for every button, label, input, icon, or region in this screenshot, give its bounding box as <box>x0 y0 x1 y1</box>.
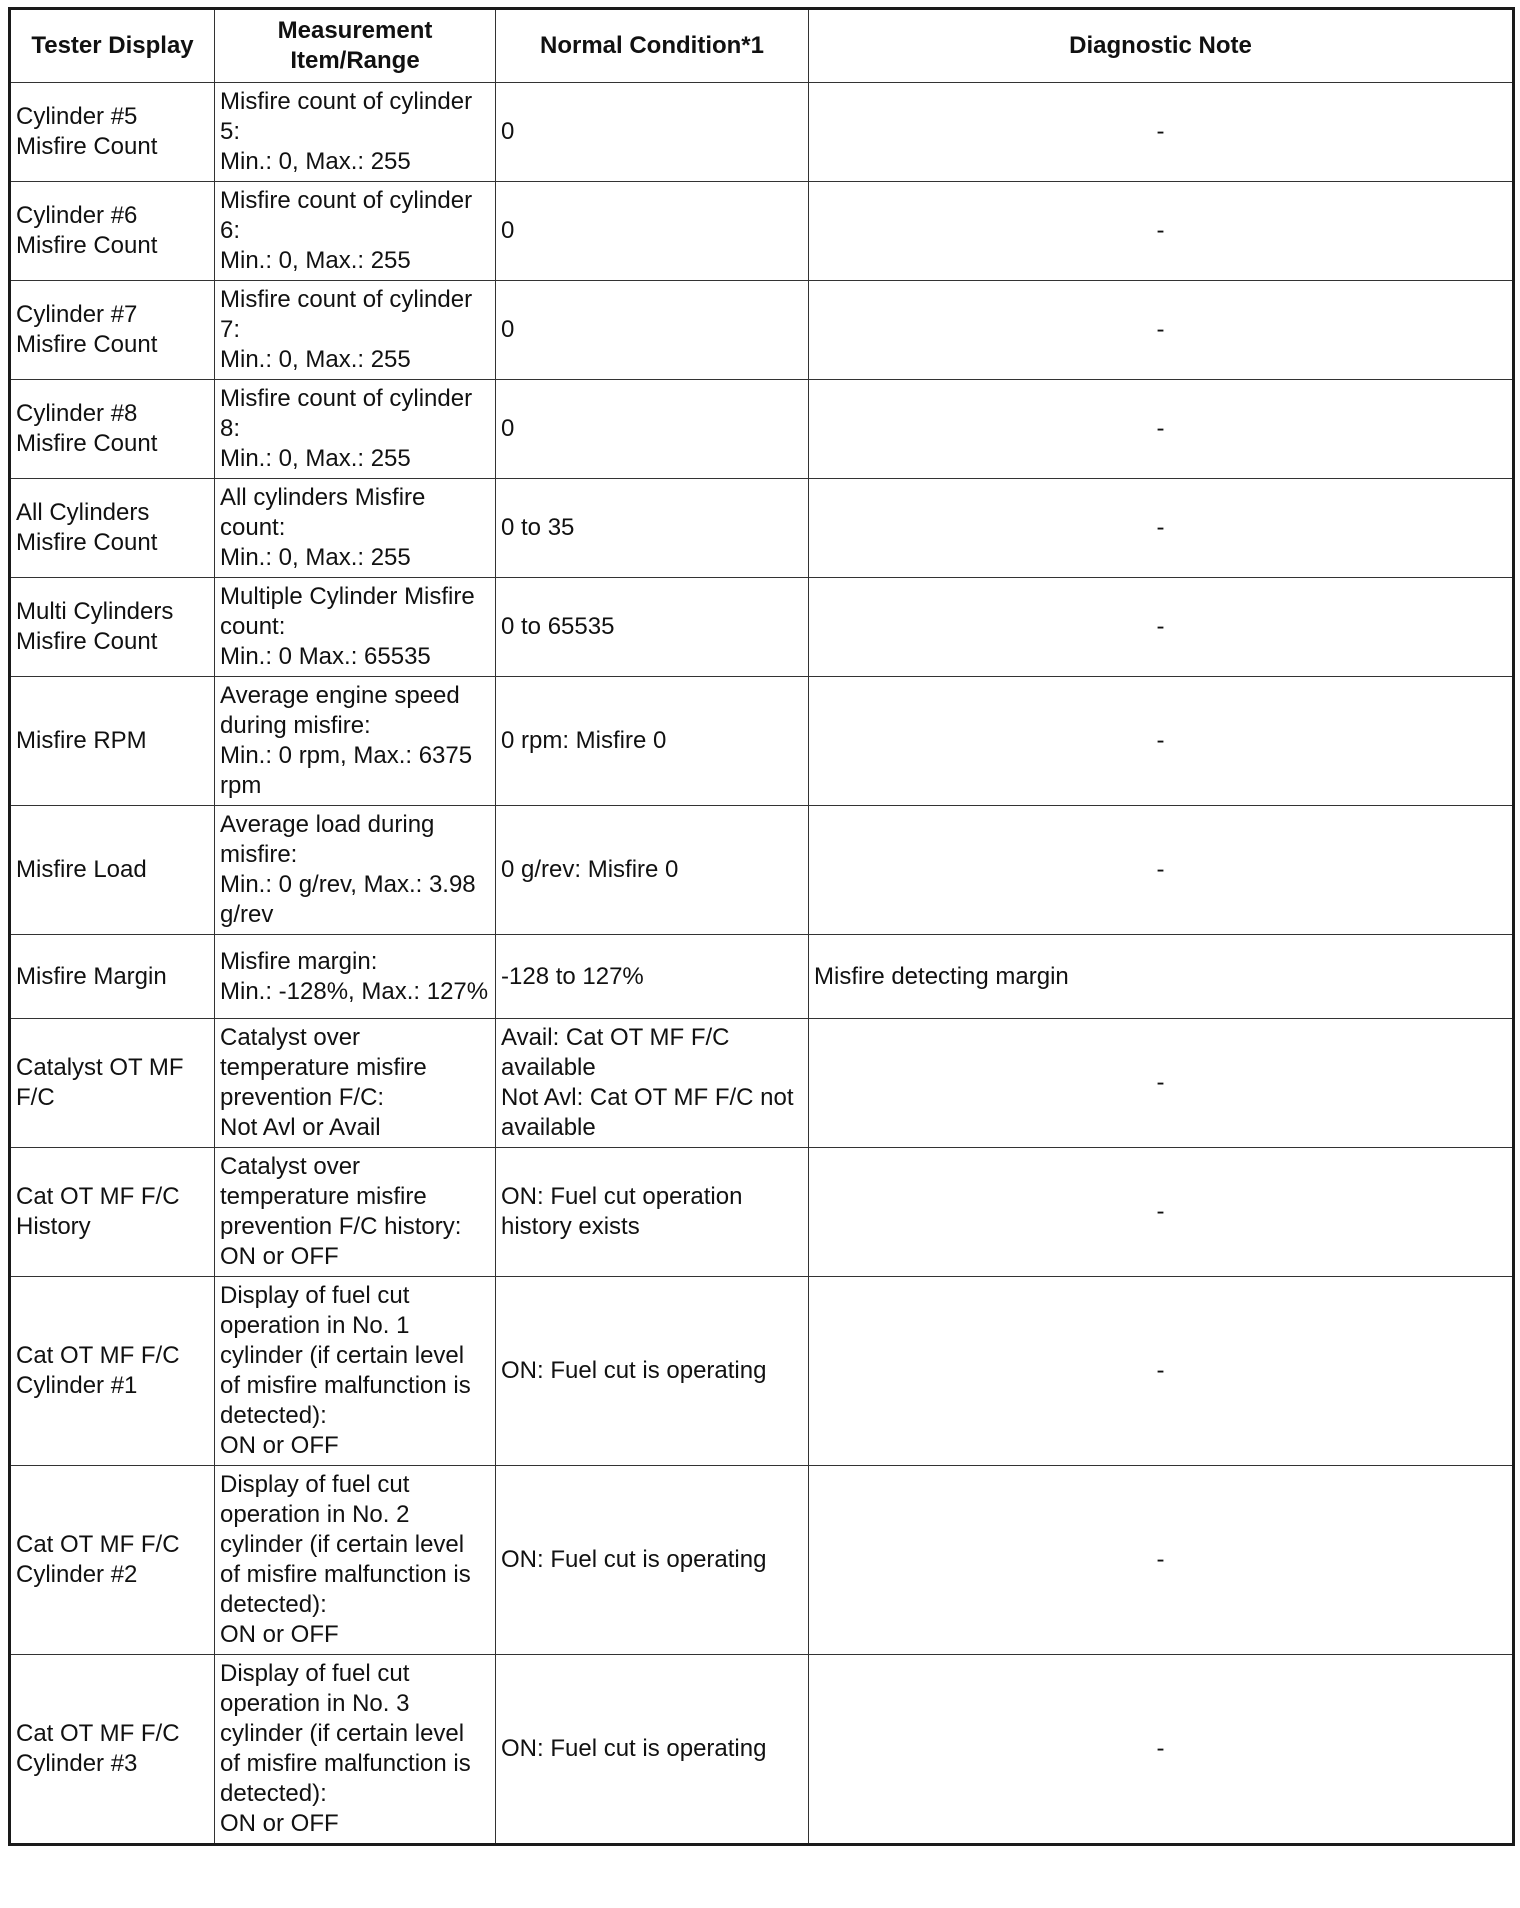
cell-normal-condition <box>496 83 809 182</box>
cell-diagnostic-note: - <box>809 479 1514 578</box>
cell-normal-condition <box>496 578 809 677</box>
cell-measurement-item-line: Not Avl or Avail <box>220 1114 381 1141</box>
cell-measurement-item-line: Average engine speed during misfire: <box>220 682 460 739</box>
cell-measurement-item-line: Average load during misfire: <box>220 811 435 868</box>
cell-tester-display-line: Cylinder #7 <box>16 301 138 328</box>
cell-normal-condition <box>496 281 809 380</box>
cell-diagnostic-note: - <box>809 806 1514 935</box>
cell-normal-condition-line: 0 <box>501 217 515 244</box>
cell-tester-display-line: Cat OT MF F/C <box>16 1720 180 1747</box>
cell-measurement-item <box>215 806 496 935</box>
cell-diagnostic-note: - <box>809 677 1514 806</box>
header-tester-display: Tester Display <box>10 9 215 83</box>
cell-normal-condition-line: ON: Fuel cut is operating <box>501 1357 767 1384</box>
cell-tester-display <box>10 83 215 182</box>
cell-tester-display <box>10 935 215 1019</box>
cell-normal-condition-line: 0 <box>501 118 515 145</box>
cell-measurement-item-line: Min.: 0, Max.: 255 <box>220 247 411 274</box>
cell-normal-condition <box>496 1148 809 1277</box>
cell-normal-condition-line: 0 to 35 <box>501 514 575 541</box>
cell-tester-display <box>10 1019 215 1148</box>
cell-measurement-item-line: Min.: 0, Max.: 255 <box>220 148 411 175</box>
table-row <box>10 1655 1514 1845</box>
cell-diagnostic-note: - <box>809 380 1514 479</box>
table-row <box>10 83 1514 182</box>
cell-measurement-item-line: Min.: 0 Max.: 65535 <box>220 643 431 670</box>
cell-tester-display-line: Cylinder #8 <box>16 400 138 427</box>
cell-measurement-item-line: ON or OFF <box>220 1432 339 1459</box>
cell-tester-display-line: Misfire Count <box>16 628 158 655</box>
cell-normal-condition <box>496 1277 809 1466</box>
cell-tester-display-line: Cat OT MF F/C <box>16 1342 180 1369</box>
cell-measurement-item <box>215 1466 496 1655</box>
table-row <box>10 578 1514 677</box>
cell-normal-condition-line: 0 <box>501 415 515 442</box>
cell-measurement-item-line: Display of fuel cut operation in No. 2 cylinder (if certain level of misfire malfunction is detected): <box>220 1471 471 1618</box>
table-row <box>10 380 1514 479</box>
cell-measurement-item <box>215 479 496 578</box>
cell-tester-display-line: Cat OT MF F/C <box>16 1531 180 1558</box>
cell-measurement-item <box>215 677 496 806</box>
cell-tester-display-line: Misfire Count <box>16 232 158 259</box>
cell-tester-display <box>10 380 215 479</box>
cell-measurement-item-line: Misfire margin: <box>220 947 378 975</box>
cell-tester-display <box>10 1277 215 1466</box>
table-row <box>10 1277 1514 1466</box>
cell-measurement-item-line: Min.: 0 g/rev, Max.: 3.98 g/rev <box>220 871 476 928</box>
cell-tester-display <box>10 677 215 806</box>
cell-measurement-item-line: Min.: 0, Max.: 255 <box>220 544 411 571</box>
cell-normal-condition-line: ON: Fuel cut is operating <box>501 1546 767 1573</box>
cell-tester-display-line: Misfire Load <box>16 856 147 883</box>
cell-normal-condition <box>496 1466 809 1655</box>
cell-tester-display <box>10 1655 215 1845</box>
cell-tester-display-line: Misfire Count <box>16 529 158 556</box>
cell-tester-display <box>10 806 215 935</box>
cell-tester-display-line: Cylinder #2 <box>16 1561 138 1588</box>
cell-tester-display <box>10 1466 215 1655</box>
cell-normal-condition-line: Avail: Cat OT MF F/C available <box>501 1024 730 1081</box>
cell-measurement-item-line: Min.: 0, Max.: 255 <box>220 445 411 472</box>
cell-tester-display-line: Cylinder #5 <box>16 103 138 130</box>
cell-normal-condition <box>496 182 809 281</box>
cell-normal-condition-line: 0 g/rev: Misfire 0 <box>501 856 679 883</box>
cell-measurement-item-line: All cylinders Misfire count: <box>220 484 426 541</box>
cell-tester-display-line: Misfire Count <box>16 430 158 457</box>
cell-measurement-item <box>215 83 496 182</box>
cell-tester-display-line: Misfire Count <box>16 331 158 358</box>
cell-normal-condition-line: 0 <box>501 316 515 343</box>
table-row <box>10 1466 1514 1655</box>
cell-tester-display-line: Cylinder #3 <box>16 1750 138 1777</box>
table-row <box>10 281 1514 380</box>
cell-measurement-item <box>215 182 496 281</box>
cell-diagnostic-note: - <box>809 83 1514 182</box>
table-row <box>10 1148 1514 1277</box>
cell-diagnostic-note: - <box>809 578 1514 677</box>
cell-tester-display-line: Cylinder #6 <box>16 202 138 229</box>
cell-diagnostic-note: - <box>809 1655 1514 1845</box>
cell-measurement-item-line: Display of fuel cut operation in No. 1 cylinder (if certain level of misfire malfunction is detected): <box>220 1282 471 1429</box>
cell-measurement-item-line: Min.: 0, Max.: 255 <box>220 346 411 373</box>
header-diagnostic-note: Diagnostic Note <box>809 9 1514 83</box>
cell-tester-display-line: Multi Cylinders <box>16 598 174 625</box>
data-list-table <box>8 7 1515 1846</box>
cell-tester-display-line: Catalyst OT MF F/C <box>16 1054 184 1111</box>
table-row <box>10 806 1514 935</box>
cell-tester-display <box>10 578 215 677</box>
cell-diagnostic-note: - <box>809 1466 1514 1655</box>
cell-tester-display-line: Misfire RPM <box>16 727 147 754</box>
cell-measurement-item-line: Display of fuel cut operation in No. 3 cylinder (if certain level of misfire malfunction is detected): <box>220 1660 471 1807</box>
cell-measurement-item-line: Min.: -128%, Max.: 127% <box>220 977 489 1005</box>
cell-diagnostic-note: - <box>809 1277 1514 1466</box>
cell-measurement-item <box>215 1148 496 1277</box>
table-row <box>10 677 1514 806</box>
cell-normal-condition-line: 0 rpm: Misfire 0 <box>501 727 667 754</box>
cell-normal-condition <box>496 1655 809 1845</box>
cell-measurement-item <box>215 281 496 380</box>
cell-measurement-item-line: Misfire count of cylinder 6: <box>220 187 473 244</box>
cell-normal-condition <box>496 935 809 1019</box>
cell-measurement-item-line: Multiple Cylinder Misfire count: <box>220 583 475 640</box>
cell-normal-condition <box>496 1019 809 1148</box>
cell-measurement-item-line: ON or OFF <box>220 1243 339 1270</box>
cell-normal-condition <box>496 806 809 935</box>
cell-normal-condition <box>496 380 809 479</box>
cell-tester-display-line: Misfire Margin <box>16 962 167 990</box>
cell-normal-condition-line: Not Avl: Cat OT MF F/C not available <box>501 1084 794 1141</box>
table-header-row <box>10 9 1514 83</box>
cell-diagnostic-note: - <box>809 1148 1514 1277</box>
header-measurement-item: Measurement Item/Range <box>215 9 496 83</box>
cell-measurement-item-line: Min.: 0 rpm, Max.: 6375 rpm <box>220 742 473 799</box>
cell-normal-condition-line: ON: Fuel cut operation history exists <box>501 1183 743 1240</box>
cell-normal-condition-line: ON: Fuel cut is operating <box>501 1735 767 1762</box>
cell-tester-display-line: Cylinder #1 <box>16 1372 138 1399</box>
header-normal-condition: Normal Condition*1 <box>496 9 809 83</box>
cell-tester-display <box>10 281 215 380</box>
cell-measurement-item-line: ON or OFF <box>220 1621 339 1648</box>
cell-normal-condition <box>496 677 809 806</box>
cell-diagnostic-note: Misfire detecting margin <box>809 935 1514 1019</box>
table-row <box>10 935 1514 1019</box>
cell-measurement-item-line: Misfire count of cylinder 8: <box>220 385 473 442</box>
cell-measurement-item <box>215 1019 496 1148</box>
cell-normal-condition-line: 0 to 65535 <box>501 613 615 640</box>
cell-measurement-item-line: Misfire count of cylinder 5: <box>220 88 473 145</box>
data-list-sheet <box>8 7 1512 1846</box>
cell-measurement-item <box>215 578 496 677</box>
cell-measurement-item <box>215 380 496 479</box>
table-row <box>10 1019 1514 1148</box>
cell-normal-condition <box>496 479 809 578</box>
cell-measurement-item <box>215 935 496 1019</box>
cell-measurement-item-line: Misfire count of cylinder 7: <box>220 286 473 343</box>
cell-measurement-item-line: Catalyst over temperature misfire prevention F/C history: <box>220 1153 462 1240</box>
cell-tester-display-line: All Cylinders <box>16 499 150 526</box>
table-row <box>10 479 1514 578</box>
cell-diagnostic-note: - <box>809 182 1514 281</box>
cell-tester-display <box>10 182 215 281</box>
cell-normal-condition-line: -128 to 127% <box>501 962 644 990</box>
cell-tester-display-line: Cat OT MF F/C History <box>16 1183 180 1240</box>
cell-measurement-item <box>215 1277 496 1466</box>
cell-tester-display-line: Misfire Count <box>16 133 158 160</box>
cell-measurement-item <box>215 1655 496 1845</box>
cell-measurement-item-line: ON or OFF <box>220 1810 339 1837</box>
cell-tester-display <box>10 479 215 578</box>
cell-measurement-item-line: Catalyst over temperature misfire prevention F/C: <box>220 1024 427 1111</box>
table-row <box>10 182 1514 281</box>
cell-tester-display <box>10 1148 215 1277</box>
cell-diagnostic-note: - <box>809 281 1514 380</box>
table-body <box>10 83 1514 1845</box>
cell-diagnostic-note: - <box>809 1019 1514 1148</box>
